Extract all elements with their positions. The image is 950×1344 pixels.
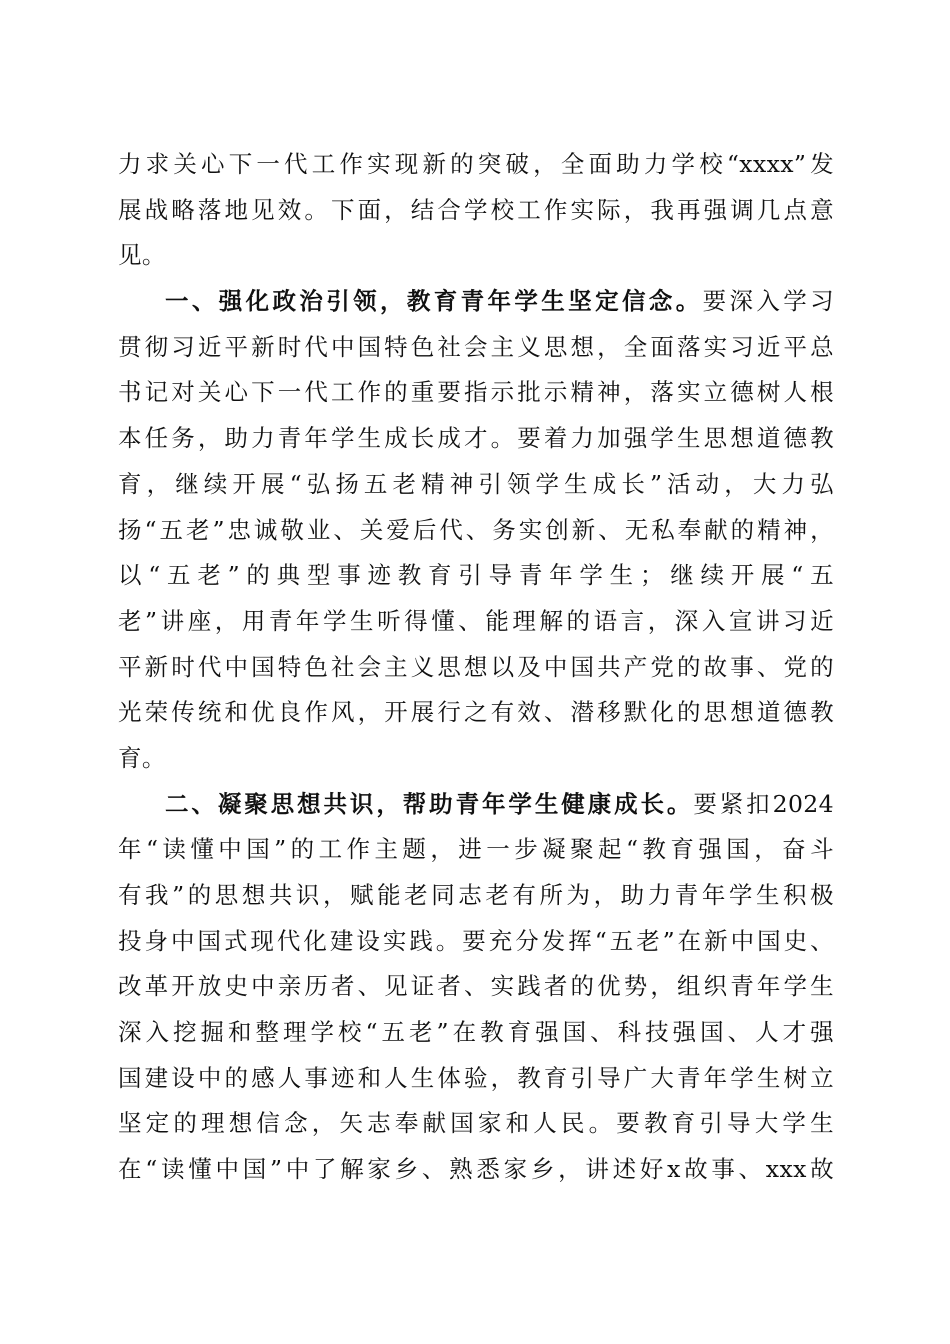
text-line: 以“五老”的典型事迹教育引导青年学生；继续开展“五: [118, 561, 834, 590]
text-line: 书记对关心下一代工作的重要指示批示精神，落实立德树人根: [118, 378, 834, 407]
text-line: 育。: [118, 743, 166, 772]
text-line: 力求关心下一代工作实现新的突破，全面助力学校“xxxx”发: [118, 150, 834, 178]
section-two-heading: 二、凝聚思想共识，帮助青年学生健康成长。: [165, 789, 694, 818]
text-line: 光荣传统和优良作风，开展行之有效、潜移默化的思想道德教: [118, 698, 834, 727]
text-line: 年“读懂中国”的工作主题，进一步凝聚起“教育强国，奋斗: [118, 835, 834, 864]
text-line: 投身中国式现代化建设实践。要充分发挥“五老”在新中国史、: [118, 926, 834, 955]
text-line: 展战略落地见效。下面，结合学校工作实际，我再强调几点意: [118, 195, 834, 224]
text-line: 见。: [118, 241, 166, 270]
text-line: 扬“五老”忠诚敬业、关爱后代、务实创新、无私奉献的精神，: [118, 515, 834, 544]
text-line: 在“读懂中国”中了解家乡、熟悉家乡，讲述好x故事、xxx故: [118, 1155, 834, 1184]
text-line: 贯彻习近平新时代中国特色社会主义思想，全面落实习近平总: [118, 332, 834, 361]
text-line: 有我”的思想共识，赋能老同志老有所为，助力青年学生积极: [118, 881, 834, 909]
section-one-heading: 一、强化政治引领，教育青年学生坚定信念。: [165, 287, 703, 316]
section-one: [118, 279, 834, 782]
paragraph-intro: [118, 142, 834, 279]
text-line: 坚定的理想信念，矢志奉献国家和人民。要教育引导大学生: [118, 1109, 834, 1138]
text-line: 育，继续开展“弘扬五老精神引领学生成长”活动，大力弘: [118, 469, 834, 498]
section-one-first-line-rest: 要深入学习: [702, 287, 835, 316]
document-body: [118, 142, 834, 1193]
text-line: 国建设中的感人事迹和人生体验，教育引导广大青年学生树立: [118, 1063, 834, 1092]
text-line: 老”讲座，用青年学生听得懂、能理解的语言，深入宣讲习近: [118, 606, 834, 635]
section-two-first-line-rest: 要紧扣2024: [693, 789, 835, 818]
section-two: [118, 782, 834, 1193]
text-line: 改革开放史中亲历者、见证者、实践者的优势，组织青年学生: [118, 972, 834, 1001]
text-line: 深入挖掘和整理学校“五老”在教育强国、科技强国、人才强: [118, 1018, 834, 1047]
section-two-first-line: [118, 782, 834, 828]
text-line: 本任务，助力青年学生成长成才。要着力加强学生思想道德教: [118, 424, 834, 453]
section-one-first-line: [118, 279, 834, 325]
text-line: 平新时代中国特色社会主义思想以及中国共产党的故事、党的: [118, 652, 834, 681]
